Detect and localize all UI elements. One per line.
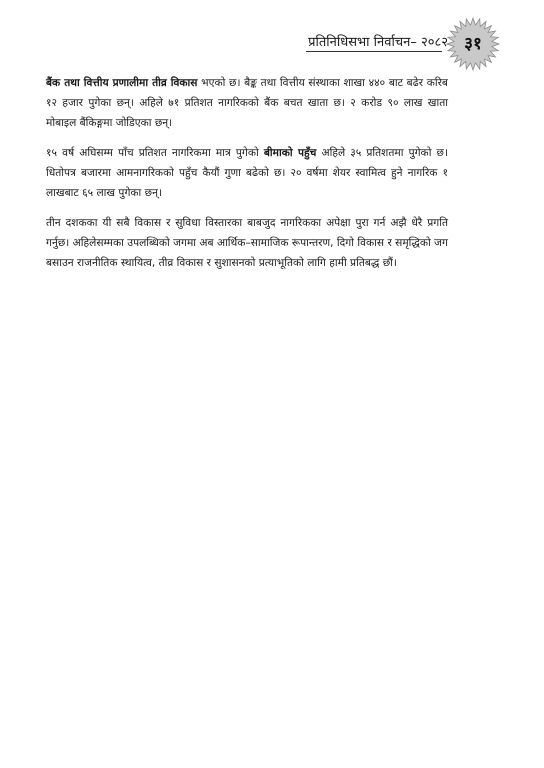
page-number-badge xyxy=(446,17,500,71)
page-number: ३१ xyxy=(464,34,482,54)
paragraph-insurance-highlight: बीमाको पहुँच xyxy=(263,147,317,159)
paragraph-commitment xyxy=(46,213,448,273)
paragraph-insurance-text-after: अहिले ३५ प्रतिशतमा पुगेको छ। धितोपत्र बजारमा आमनागरिकको पहुँच कैयौं गुणा बढेको छ। २० वर्षमा शेयर स्वामित्व हुने नागरिक १ लाखबाट ६५ लाख पुगेका छन्। xyxy=(46,147,448,199)
paragraph-insurance xyxy=(46,143,448,203)
header-rule xyxy=(306,51,442,52)
paragraph-banking xyxy=(46,73,448,133)
paragraph-banking-lead: बैंक तथा वित्तीय प्रणालीमा तीव्र विकास xyxy=(46,77,198,89)
paragraph-commitment-text: तीन दशकका यी सबै विकास र सुविधा विस्तारका बाबजुद नागरिकका अपेक्षा पुरा गर्न अझै धेरै प्रगति गर्नुछ। अहिलेसम्मका उपलब्धिको जगमा अब आर्थिक–सामाजिक रूपान्तरण, दिगो विकास र समृद्धिको जग बसाउन राजनीतिक स्थायित्व, तीव्र विकास र सुशासनको प्रत्याभूतिको लागि हामी प्रतिबद्ध छौं। xyxy=(46,217,448,269)
document-body xyxy=(46,73,448,283)
paragraph-insurance-text-before: १५ वर्ष अघिसम्म पाँच प्रतिशत नागरिकमा मात्र पुगेको xyxy=(46,147,264,159)
header-title: प्रतिनिधिसभा निर्वाचन– २०८२ xyxy=(308,35,448,50)
paragraph-banking-text: भएको छ। बैङ्क तथा वित्तीय संस्थाका शाखा ४४० बाट बढेर करिब १२ हजार पुगेका छन्। अहिले ७१ प्रतिशत नागरिकको बैंक बचत खाता छ। २ करोड ९० लाख खाता मोबाइल बैंकिङ्गमा जोडिएका छन्। xyxy=(46,77,448,129)
